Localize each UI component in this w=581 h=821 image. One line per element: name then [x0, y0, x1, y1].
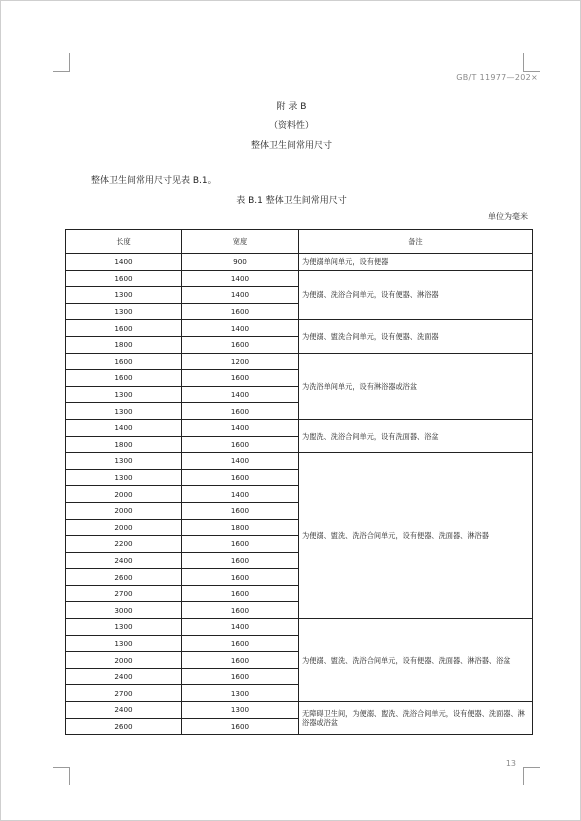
cell-width: 1300 — [182, 685, 299, 702]
cell-width: 1600 — [182, 303, 299, 320]
cell-length: 2000 — [66, 486, 182, 503]
crop-mark — [69, 767, 70, 785]
cell-length: 1300 — [66, 287, 182, 304]
cell-width: 1400 — [182, 486, 299, 503]
cell-width: 1600 — [182, 336, 299, 353]
cell-width: 1400 — [182, 453, 299, 470]
cell-width: 1200 — [182, 353, 299, 370]
cell-length: 1800 — [66, 436, 182, 453]
appendix-title: 附 录 B — [276, 102, 307, 112]
cell-width: 1600 — [182, 585, 299, 602]
cell-width: 1600 — [182, 635, 299, 652]
cell-width: 1400 — [182, 320, 299, 337]
cell-width: 1600 — [182, 403, 299, 420]
table-body — [66, 254, 533, 735]
cell-length: 1300 — [66, 386, 182, 403]
column-header-length: 长度 — [66, 230, 182, 254]
crop-mark — [523, 767, 540, 768]
table-unit: 单位为毫米 — [488, 212, 528, 221]
appendix-nature: （资料性） — [268, 121, 314, 131]
cell-width: 1600 — [182, 569, 299, 586]
cell-length: 1300 — [66, 403, 182, 420]
cell-width: 1400 — [182, 619, 299, 636]
table-row — [66, 702, 533, 719]
cell-length: 1600 — [66, 353, 182, 370]
cell-width: 1600 — [182, 668, 299, 685]
cell-note: 为便溺、洗浴合间单元，设有便器、淋浴器 — [299, 270, 533, 320]
column-header-note: 备注 — [299, 230, 533, 254]
cell-length: 2400 — [66, 552, 182, 569]
dimensions-table — [65, 229, 533, 735]
table-header-row — [66, 230, 533, 254]
cell-length: 2000 — [66, 652, 182, 669]
cell-width: 1600 — [182, 652, 299, 669]
table-row — [66, 619, 533, 636]
cell-width: 1600 — [182, 718, 299, 735]
cell-width: 1800 — [182, 519, 299, 536]
cell-width: 1400 — [182, 386, 299, 403]
cell-length: 2700 — [66, 585, 182, 602]
cell-length: 2600 — [66, 569, 182, 586]
cell-length: 2700 — [66, 685, 182, 702]
cell-length: 3000 — [66, 602, 182, 619]
cell-width: 1400 — [182, 419, 299, 436]
cell-length: 2400 — [66, 668, 182, 685]
cell-length: 2200 — [66, 536, 182, 553]
cell-width: 1600 — [182, 469, 299, 486]
cell-width: 1600 — [182, 552, 299, 569]
crop-mark — [69, 53, 70, 71]
cell-length: 1600 — [66, 320, 182, 337]
cell-length: 1600 — [66, 270, 182, 287]
cell-length: 1400 — [66, 419, 182, 436]
cell-length: 1600 — [66, 370, 182, 387]
cell-width: 1600 — [182, 602, 299, 619]
table-row — [66, 353, 533, 370]
page-number: 13 — [505, 759, 516, 768]
cell-length: 2000 — [66, 519, 182, 536]
cell-note: 为便溺、盥洗、洗浴合间单元，设有便器、洗面器、淋浴器、浴盆 — [299, 619, 533, 702]
table-row — [66, 419, 533, 436]
cell-width: 1300 — [182, 702, 299, 719]
crop-mark — [53, 767, 70, 768]
cell-note: 为便溺、盥洗、洗浴合间单元，设有便器、洗面器、淋浴器 — [299, 453, 533, 619]
appendix-subject: 整体卫生间常用尺寸 — [250, 141, 332, 151]
cell-width: 1600 — [182, 436, 299, 453]
table-row — [66, 453, 533, 470]
cell-width: 1600 — [182, 370, 299, 387]
cell-length: 2600 — [66, 718, 182, 735]
crop-mark — [523, 71, 540, 72]
column-header-width: 宽度 — [182, 230, 299, 254]
cell-width: 1600 — [182, 536, 299, 553]
cell-length: 2400 — [66, 702, 182, 719]
crop-mark — [523, 767, 524, 785]
cell-length: 1300 — [66, 303, 182, 320]
cell-note: 无障碍卫生间，为便溺、盥洗、洗浴合间单元，设有便器、洗面器、淋浴器或浴盆 — [299, 702, 533, 735]
crop-mark — [53, 71, 70, 72]
crop-mark — [523, 53, 524, 71]
cell-length: 1300 — [66, 635, 182, 652]
table-caption: 表 B.1 整体卫生间常用尺寸 — [236, 196, 347, 206]
cell-note: 为盥洗、洗浴合间单元，设有洗面器、浴盆 — [299, 419, 533, 452]
intro-paragraph: 整体卫生间常用尺寸见表 B.1。 — [91, 176, 217, 186]
cell-width: 1400 — [182, 287, 299, 304]
cell-width: 900 — [182, 254, 299, 271]
cell-length: 1400 — [66, 254, 182, 271]
document-code: GB/T 11977—202× — [456, 73, 538, 82]
cell-width: 1600 — [182, 502, 299, 519]
cell-width: 1400 — [182, 270, 299, 287]
table-row — [66, 320, 533, 337]
cell-length: 1800 — [66, 336, 182, 353]
cell-note: 为便溺单间单元，设有便器 — [299, 254, 533, 271]
cell-length: 1300 — [66, 619, 182, 636]
table-row — [66, 270, 533, 287]
table-row — [66, 254, 533, 271]
cell-note: 为洗浴单间单元，设有淋浴器或浴盆 — [299, 353, 533, 419]
cell-length: 1300 — [66, 453, 182, 470]
cell-length: 1300 — [66, 469, 182, 486]
cell-length: 2000 — [66, 502, 182, 519]
cell-note: 为便溺、盥洗合间单元，设有便器、洗面器 — [299, 320, 533, 353]
